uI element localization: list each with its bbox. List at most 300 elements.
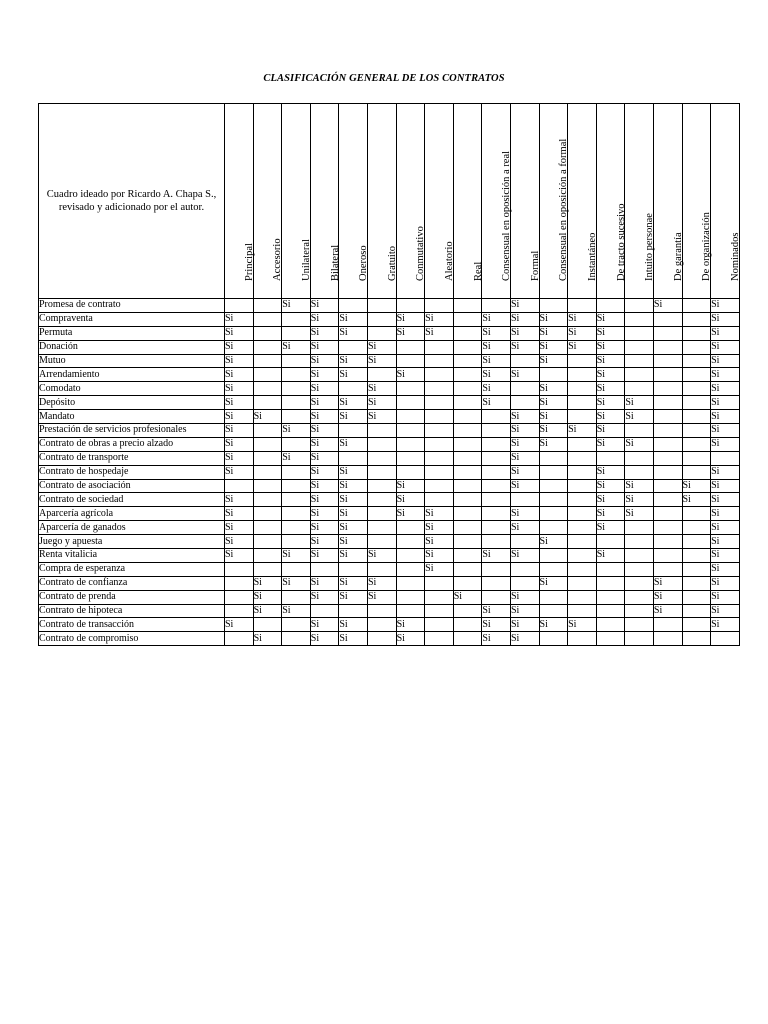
table-cell (453, 535, 482, 549)
table-cell (282, 479, 311, 493)
contract-name: Depósito (39, 396, 225, 410)
table-cell (653, 382, 682, 396)
column-header-label: De garantía (672, 232, 684, 281)
table-cell (539, 562, 568, 576)
table-cell: Si (625, 493, 654, 507)
table-cell (625, 604, 654, 618)
column-header (396, 104, 425, 299)
table-cell: Si (711, 604, 740, 618)
table-cell (253, 368, 282, 382)
table-cell: Si (510, 451, 539, 465)
column-header (682, 104, 711, 299)
table-cell: Si (482, 549, 511, 563)
table-row (39, 618, 740, 632)
table-cell (625, 354, 654, 368)
table-cell (425, 437, 454, 451)
table-cell (453, 410, 482, 424)
table-cell: Si (625, 507, 654, 521)
contract-name: Renta vitalicia (39, 549, 225, 563)
table-cell: Si (596, 354, 625, 368)
table-cell (653, 549, 682, 563)
table-cell (453, 632, 482, 646)
table-cell: Si (510, 368, 539, 382)
table-cell: Si (310, 340, 339, 354)
table-cell: Si (310, 465, 339, 479)
table-cell: Si (339, 312, 368, 326)
table-cell (625, 465, 654, 479)
table-cell (682, 576, 711, 590)
table-cell: Si (339, 479, 368, 493)
table-cell (339, 424, 368, 438)
table-cell (682, 312, 711, 326)
table-cell: Si (510, 479, 539, 493)
table-cell (682, 340, 711, 354)
table-cell (453, 424, 482, 438)
table-cell: Si (225, 465, 254, 479)
column-header (539, 104, 568, 299)
table-cell (396, 299, 425, 313)
table-cell (425, 590, 454, 604)
table-cell: Si (539, 326, 568, 340)
table-cell: Si (339, 465, 368, 479)
column-header-label: Intuito personae (644, 213, 656, 281)
table-cell (253, 549, 282, 563)
table-cell (396, 535, 425, 549)
table-cell (596, 618, 625, 632)
table-cell (339, 340, 368, 354)
table-row (39, 465, 740, 479)
column-header (568, 104, 597, 299)
table-cell: Si (396, 493, 425, 507)
table-cell (253, 340, 282, 354)
table-cell (253, 451, 282, 465)
table-cell: Si (711, 562, 740, 576)
table-cell (482, 424, 511, 438)
table-cell: Si (625, 479, 654, 493)
table-cell (682, 632, 711, 646)
table-cell: Si (310, 549, 339, 563)
table-cell (225, 299, 254, 313)
table-cell (396, 451, 425, 465)
table-row (39, 562, 740, 576)
table-cell (339, 451, 368, 465)
table-cell: Si (711, 368, 740, 382)
table-cell (482, 521, 511, 535)
table-cell (539, 590, 568, 604)
table-cell (425, 396, 454, 410)
column-header-label: Nominados (729, 232, 741, 281)
table-cell: Si (310, 451, 339, 465)
table-cell: Si (310, 632, 339, 646)
contract-name: Contrato de compromiso (39, 632, 225, 646)
table-cell: Si (682, 479, 711, 493)
table-cell: Si (539, 535, 568, 549)
table-cell: Si (711, 396, 740, 410)
table-cell (653, 340, 682, 354)
table-cell (367, 493, 396, 507)
table-cell (367, 479, 396, 493)
column-header (596, 104, 625, 299)
table-cell (425, 368, 454, 382)
table-cell: Si (596, 424, 625, 438)
table-cell (539, 507, 568, 521)
table-cell (453, 354, 482, 368)
contract-name: Compra de esperanza (39, 562, 225, 576)
table-row (39, 521, 740, 535)
table-row (39, 368, 740, 382)
table-cell (625, 299, 654, 313)
table-cell (396, 521, 425, 535)
table-cell: Si (367, 410, 396, 424)
table-cell: Si (425, 507, 454, 521)
table-row (39, 382, 740, 396)
table-cell (453, 368, 482, 382)
table-cell (367, 604, 396, 618)
table-cell: Si (482, 340, 511, 354)
table-cell (253, 562, 282, 576)
table-cell: Si (653, 299, 682, 313)
table-cell (568, 632, 597, 646)
table-cell: Si (711, 590, 740, 604)
table-cell: Si (568, 326, 597, 340)
table-cell (682, 465, 711, 479)
table-cell (367, 312, 396, 326)
table-cell: Si (396, 368, 425, 382)
table-cell (339, 382, 368, 396)
table-row (39, 549, 740, 563)
table-row (39, 340, 740, 354)
table-cell (225, 632, 254, 646)
table-cell: Si (510, 549, 539, 563)
table-row (39, 451, 740, 465)
table-cell (568, 535, 597, 549)
column-header (253, 104, 282, 299)
table-cell (453, 299, 482, 313)
table-row (39, 590, 740, 604)
table-cell (625, 340, 654, 354)
table-cell (653, 437, 682, 451)
table-cell: Si (596, 410, 625, 424)
table-cell (453, 618, 482, 632)
contract-name: Donación (39, 340, 225, 354)
table-cell (453, 493, 482, 507)
table-cell: Si (225, 451, 254, 465)
table-cell (367, 299, 396, 313)
document-title: CLASIFICACIÓN GENERAL DE LOS CONTRATOS (263, 73, 505, 84)
table-cell (396, 424, 425, 438)
table-cell: Si (225, 437, 254, 451)
table-cell: Si (510, 340, 539, 354)
table-cell (282, 312, 311, 326)
table-cell (539, 521, 568, 535)
table-cell (625, 424, 654, 438)
table-cell: Si (510, 410, 539, 424)
table-cell: Si (482, 382, 511, 396)
table-cell: Si (539, 437, 568, 451)
table-cell (482, 493, 511, 507)
column-header (310, 104, 339, 299)
table-cell (282, 493, 311, 507)
table-cell: Si (510, 590, 539, 604)
table-cell: Si (596, 396, 625, 410)
table-cell: Si (510, 604, 539, 618)
table-cell (653, 424, 682, 438)
column-header (425, 104, 454, 299)
table-cell (568, 493, 597, 507)
table-cell: Si (339, 493, 368, 507)
table-cell (539, 368, 568, 382)
table-cell (282, 410, 311, 424)
table-cell: Si (425, 535, 454, 549)
table-cell: Si (367, 576, 396, 590)
table-cell (396, 590, 425, 604)
table-cell: Si (339, 535, 368, 549)
table-cell (568, 382, 597, 396)
contract-name: Permuta (39, 326, 225, 340)
table-cell (367, 451, 396, 465)
table-cell (711, 451, 740, 465)
table-cell: Si (310, 590, 339, 604)
table-cell: Si (711, 382, 740, 396)
table-cell (625, 326, 654, 340)
table-cell (453, 451, 482, 465)
table-cell (682, 410, 711, 424)
table-cell: Si (339, 354, 368, 368)
table-cell: Si (310, 507, 339, 521)
table-cell (568, 549, 597, 563)
table-cell: Si (482, 632, 511, 646)
table-cell (682, 299, 711, 313)
table-cell (396, 354, 425, 368)
table-cell (396, 604, 425, 618)
column-header-label: Aleatorio (443, 241, 455, 281)
table-cell: Si (310, 326, 339, 340)
column-header (711, 104, 740, 299)
table-row (39, 507, 740, 521)
table-cell (367, 562, 396, 576)
table-cell (682, 437, 711, 451)
column-header-label: Oneroso (358, 245, 370, 281)
column-header (225, 104, 254, 299)
table-cell (396, 437, 425, 451)
table-cell (425, 410, 454, 424)
table-cell: Si (282, 549, 311, 563)
table-cell (682, 382, 711, 396)
column-header-label: Gratuito (386, 246, 398, 281)
table-cell (396, 410, 425, 424)
table-cell: Si (596, 521, 625, 535)
table-row (39, 493, 740, 507)
contract-name: Mutuo (39, 354, 225, 368)
table-cell: Si (596, 368, 625, 382)
table-cell (339, 562, 368, 576)
table-cell: Si (653, 576, 682, 590)
table-cell (282, 465, 311, 479)
table-cell: Si (310, 410, 339, 424)
table-cell (253, 354, 282, 368)
table-cell: Si (225, 521, 254, 535)
table-cell (425, 479, 454, 493)
table-cell (482, 410, 511, 424)
table-cell (682, 618, 711, 632)
table-cell: Si (225, 424, 254, 438)
table-cell: Si (539, 340, 568, 354)
table-cell (396, 562, 425, 576)
table-cell: Si (282, 604, 311, 618)
table-cell (682, 424, 711, 438)
table-cell (453, 465, 482, 479)
table-cell: Si (539, 618, 568, 632)
table-cell (453, 312, 482, 326)
table-cell (568, 576, 597, 590)
table-cell (425, 493, 454, 507)
table-cell (568, 562, 597, 576)
table-cell: Si (225, 493, 254, 507)
table-cell: Si (225, 410, 254, 424)
table-cell (482, 507, 511, 521)
table-cell (539, 604, 568, 618)
table-row (39, 437, 740, 451)
table-cell: Si (596, 479, 625, 493)
table-cell: Si (568, 424, 597, 438)
table-cell: Si (425, 326, 454, 340)
table-cell (453, 549, 482, 563)
column-header (367, 104, 396, 299)
table-cell: Si (482, 368, 511, 382)
table-cell (367, 465, 396, 479)
table-cell: Si (711, 465, 740, 479)
table-row (39, 535, 740, 549)
table-cell (282, 368, 311, 382)
table-cell (682, 535, 711, 549)
table-cell (653, 410, 682, 424)
table-cell (539, 632, 568, 646)
contract-name: Contrato de hospedaje (39, 465, 225, 479)
contract-name: Arrendamiento (39, 368, 225, 382)
table-cell (682, 451, 711, 465)
table-cell (596, 590, 625, 604)
contracts-classification-table (38, 103, 740, 646)
table-cell: Si (482, 312, 511, 326)
table-cell: Si (367, 382, 396, 396)
table-cell (482, 562, 511, 576)
table-cell: Si (339, 396, 368, 410)
table-row (39, 299, 740, 313)
table-cell: Si (711, 521, 740, 535)
column-header (653, 104, 682, 299)
table-cell (653, 479, 682, 493)
table-cell: Si (310, 535, 339, 549)
table-cell (653, 535, 682, 549)
table-cell (653, 368, 682, 382)
table-cell (425, 382, 454, 396)
table-cell (625, 549, 654, 563)
table-cell (282, 354, 311, 368)
table-cell (453, 437, 482, 451)
table-cell: Si (711, 340, 740, 354)
table-cell: Si (339, 521, 368, 535)
table-cell (653, 465, 682, 479)
table-cell (425, 632, 454, 646)
table-cell (396, 396, 425, 410)
table-cell (711, 632, 740, 646)
table-cell (310, 604, 339, 618)
table-cell: Si (310, 521, 339, 535)
table-cell: Si (225, 326, 254, 340)
table-cell (625, 382, 654, 396)
table-cell: Si (367, 396, 396, 410)
column-header (482, 104, 511, 299)
table-cell (510, 535, 539, 549)
table-row (39, 410, 740, 424)
table-cell (596, 451, 625, 465)
table-cell: Si (596, 437, 625, 451)
table-cell: Si (596, 465, 625, 479)
table-cell: Si (225, 535, 254, 549)
table-cell: Si (339, 618, 368, 632)
table-cell (253, 437, 282, 451)
table-cell (539, 549, 568, 563)
column-header (282, 104, 311, 299)
table-cell (282, 326, 311, 340)
table-cell (568, 368, 597, 382)
table-cell (682, 326, 711, 340)
table-cell: Si (339, 576, 368, 590)
table-row (39, 576, 740, 590)
table-cell (367, 424, 396, 438)
table-cell (453, 521, 482, 535)
contract-name: Comodato (39, 382, 225, 396)
table-cell: Si (310, 396, 339, 410)
table-cell: Si (596, 312, 625, 326)
table-cell: Si (253, 590, 282, 604)
table-cell: Si (510, 632, 539, 646)
table-cell (568, 507, 597, 521)
table-cell (425, 340, 454, 354)
table-cell (367, 521, 396, 535)
table-cell (396, 465, 425, 479)
table-cell (425, 465, 454, 479)
table-cell (282, 382, 311, 396)
table-cell (482, 590, 511, 604)
table-cell (653, 507, 682, 521)
table-cell (253, 507, 282, 521)
table-cell: Si (596, 549, 625, 563)
table-cell: Si (310, 424, 339, 438)
column-header-label: Principal (243, 243, 255, 281)
column-header-label: Consensual en oposición a real (501, 150, 513, 281)
table-cell (482, 465, 511, 479)
table-cell (653, 312, 682, 326)
table-cell (625, 535, 654, 549)
table-cell: Si (711, 535, 740, 549)
table-cell (225, 590, 254, 604)
table-cell (625, 521, 654, 535)
table-cell (568, 521, 597, 535)
table-cell (339, 604, 368, 618)
table-cell (653, 451, 682, 465)
table-cell (225, 562, 254, 576)
table-cell (453, 562, 482, 576)
column-header-label: Bilateral (329, 244, 341, 281)
table-cell (596, 535, 625, 549)
table-cell: Si (396, 507, 425, 521)
table-cell (510, 576, 539, 590)
table-cell: Si (253, 632, 282, 646)
table-row (39, 312, 740, 326)
table-cell: Si (339, 632, 368, 646)
table-cell: Si (711, 507, 740, 521)
